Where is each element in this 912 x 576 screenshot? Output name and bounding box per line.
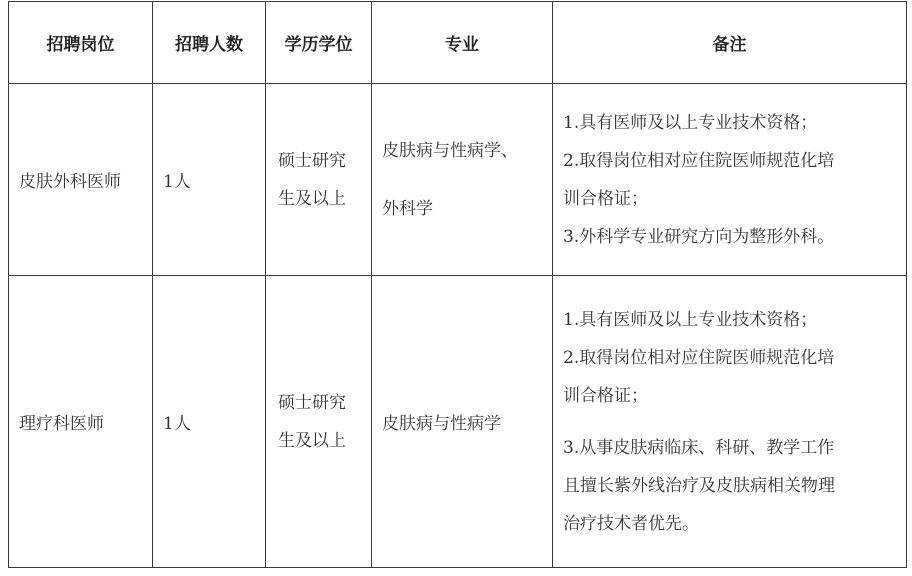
remark-line: 3.外科学专业研究方向为整形外科。: [563, 226, 835, 247]
header-count: 招聘人数: [153, 2, 266, 84]
education-line: 生及以上: [278, 188, 346, 209]
education-line: 硕士研究: [278, 392, 346, 413]
count-text: 1人: [163, 414, 191, 434]
table-row: [9, 276, 907, 568]
position-text: 皮肤外科医师: [19, 172, 121, 192]
remark-line: 3.从事皮肤病临床、科研、教学工作: [563, 437, 835, 458]
cell-position: [9, 84, 153, 276]
cell-count: [153, 276, 266, 568]
cell-remarks: [553, 84, 907, 276]
table-header-row: [9, 2, 907, 84]
cell-major: [372, 276, 553, 568]
header-position: 招聘岗位: [9, 2, 153, 84]
remark-line: 且擅长紫外线治疗及皮肤病相关物理: [563, 475, 835, 496]
cell-education: [266, 84, 372, 276]
cell-remarks: [553, 276, 907, 568]
remark-spacer: [563, 415, 900, 429]
remark-line: 训合格证；: [563, 385, 648, 406]
cell-position: [9, 276, 153, 568]
remark-line: 2.取得岗位相对应住院医师规范化培: [563, 347, 835, 368]
cell-count: [153, 84, 266, 276]
position-text: 理疗科医师: [19, 414, 104, 434]
remark-line: 1.具有医师及以上专业技术资格；: [563, 309, 818, 330]
header-education: 学历学位: [266, 2, 372, 84]
remark-line: 2.取得岗位相对应住院医师规范化培: [563, 150, 835, 171]
header-remarks: 备注: [553, 2, 907, 84]
recruitment-table: [8, 1, 907, 568]
remark-line: 训合格证；: [563, 188, 648, 209]
remark-line: 1.具有医师及以上专业技术资格；: [563, 112, 818, 133]
count-text: 1人: [163, 172, 191, 192]
remark-line: 治疗技术者优先。: [563, 513, 699, 534]
major-line: 外科学: [382, 198, 433, 219]
education-line: 硕士研究: [278, 150, 346, 171]
cell-education: [266, 276, 372, 568]
header-major: 专业: [372, 2, 553, 84]
education-line: 生及以上: [278, 430, 346, 451]
table-row: [9, 84, 907, 276]
cell-major: [372, 84, 553, 276]
major-line: 皮肤病与性病学: [382, 414, 501, 434]
major-line: 皮肤病与性病学、: [382, 140, 518, 161]
